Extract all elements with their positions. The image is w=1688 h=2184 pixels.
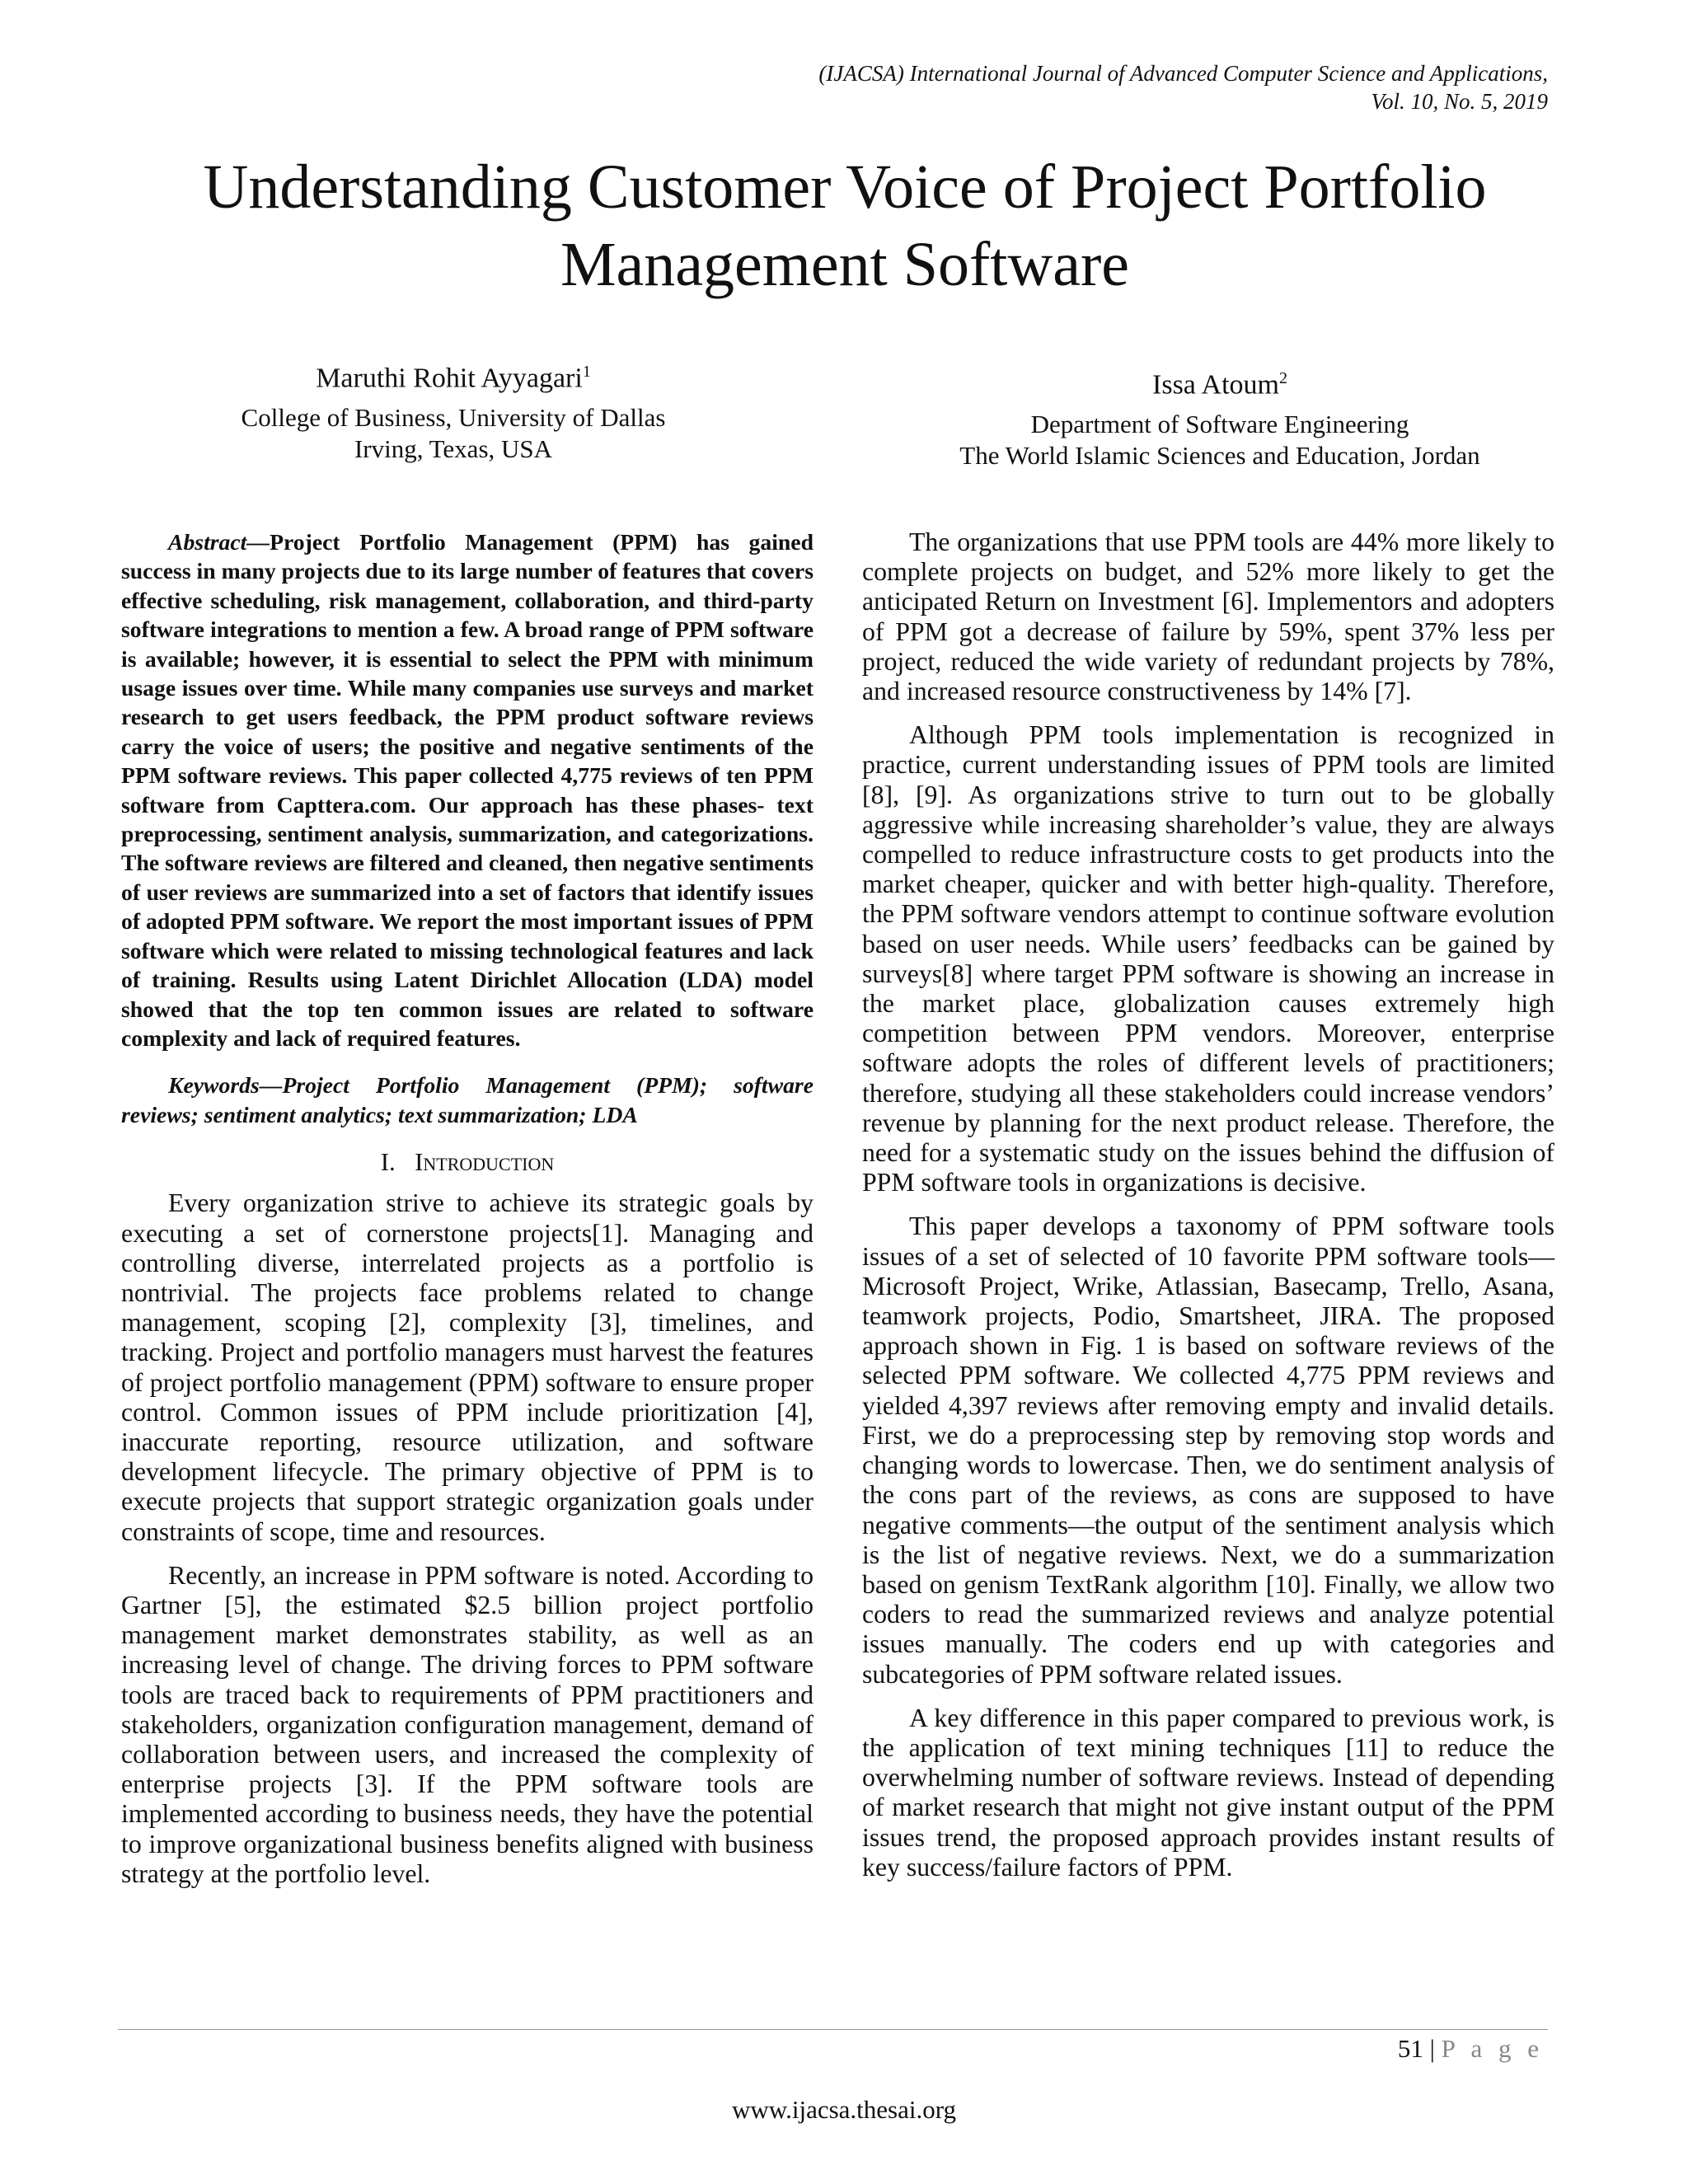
author-2	[874, 363, 1566, 471]
keywords-label: Keywords—	[168, 1072, 283, 1099]
section-number: I.	[380, 1147, 396, 1177]
right-column	[862, 527, 1554, 1896]
author-1-location: Irving, Texas, USA	[354, 434, 553, 464]
journal-name: (IJACSA) International Journal of Advanced Computer Science and Applications,	[818, 61, 1548, 86]
page-label: P a g e	[1441, 2034, 1544, 2063]
journal-volume: Vol. 10, No. 5, 2019	[1371, 89, 1548, 114]
journal-header	[818, 59, 1548, 115]
page-number	[1398, 2034, 1544, 2064]
left-paragraph-1: Every organization strive to achieve its strategic goals by executing a set of cornerstone projects[1]. Managing and controlling diverse, interrelated projects as a portfolio is nontrivial. The projects face problems related to change management, scoping [2], complexity [3], timelines, and tracking. Project and portfolio managers must harvest the features of project portfolio management (PPM) software to ensure proper control. Common issues of PPM include prioritization [4], inaccurate reporting, resource utilization, and software development lifecycle. The primary objective of PPM is to execute projects that support strategic organization goals under constraints of scope, time and resources.	[121, 1188, 814, 1546]
author-1-name-line	[165, 356, 742, 394]
section-title: Introduction	[415, 1147, 555, 1177]
title-line-2: Management Software	[560, 230, 1130, 299]
right-paragraph-1: The organizations that use PPM tools are 44% more likely to complete projects on budget, and 52% more likely to get the anticipated Return on Investment [6]. Implementors and adopters of PPM got a decrease of failure by 59%, spent 37% less per project, reduced the wide variety of redundant projects by 78%, and increased resource constructiveness by 14% [7].	[862, 527, 1554, 706]
left-paragraph-2: Recently, an increase in PPM software is noted. According to Gartner [5], the estimated $2.5 billion project portfolio management market demonstrates stability, as well as an increasing level of change. The driving forces to PPM software tools are traced back to requirements of PPM practitioners and stakeholders, organization configuration management, demand of collaboration between users, and increased the complexity of enterprise projects [3]. If the PPM software tools are implemented according to business needs, they have the potential to improve organizational business benefits aligned with business strategy at the portfolio level.	[121, 1560, 814, 1888]
author-1-affiliation: College of Business, University of Dallas	[241, 403, 666, 433]
title-line-1: Understanding Customer Voice of Project Portfolio	[203, 152, 1487, 222]
author-1-sup: 1	[582, 363, 591, 381]
right-paragraph-2: Although PPM tools implementation is recognized in practice, current understanding issues of PPM tools are limited [8], [9]. As organizations strive to turn out to be globally aggressive while increasing shareholder’s value, they are always compelled to reduce infrastructure costs to get products into the market cheaper, quicker and with better high-quality. Therefore, the PPM software vendors attempt to continue software evolution based on user needs. While users’ feedbacks can be gained by surveys[8] where target PPM software is showing an increase in the market place, globalization causes extremely high competition between PPM vendors. Moreover, enterprise software adopts the roles of different levels of practitioners; therefore, studying all these stakeholders could increase vendors’ revenue by planning for the next product release. Therefore, the need for a systematic study on the issues behind the diffusion of PPM software tools in organizations is decisive.	[862, 720, 1554, 1197]
right-paragraph-4: A key difference in this paper compared to previous work, is the application of text mining techniques [11] to reduce the overwhelming number of software reviews. Instead of depending of market research that might not give instant output of the PPM issues trend, the proposed approach provides instant results of key success/failure factors of PPM.	[862, 1703, 1554, 1882]
abstract-label: Abstract—	[168, 529, 270, 555]
footer-divider	[118, 2029, 1548, 2030]
abstract	[121, 527, 814, 1052]
keywords	[121, 1071, 814, 1129]
left-column	[121, 527, 814, 1903]
section-heading	[121, 1147, 814, 1177]
journal-website[interactable]: www.ijacsa.thesai.org	[731, 2095, 957, 2124]
paper-title	[124, 148, 1566, 303]
author-2-affiliation: Department of Software Engineering	[1030, 410, 1409, 439]
author-1-name: Maruthi Rohit Ayyagari	[316, 363, 583, 394]
author-2-location: The World Islamic Sciences and Education, Jordan	[959, 441, 1480, 471]
page-separator: |	[1429, 2034, 1435, 2063]
page-number-value: 51	[1397, 2034, 1423, 2063]
author-2-name-line	[874, 363, 1566, 401]
abstract-text: Project Portfolio Management (PPM) has gained success in many projects due to its large number of features that covers effective scheduling, risk management, collaboration, and third-party software integrations to mention a few. A broad range of PPM software is available; however, it is essential to select the PPM with minimum usage issues over time. While many companies use surveys and market research to get users feedback, the PPM product software reviews carry the voice of users; the positive and negative sentiments of the PPM software reviews. This paper collected 4,775 reviews of ten PPM software from Capttera.com. Our approach has these phases- text preprocessing, sentiment analysis, summarization, and categorizations. The software reviews are filtered and cleaned, then negative sentiments of user reviews are summarized into a set of factors that identify issues of adopted PPM software. We report the most important issues of PPM software which were related to missing technological features and lack of training. Results using Latent Dirichlet Allocation (LDA) model showed that the top ten common issues are related to software complexity and lack of required features.	[121, 529, 814, 1051]
keywords-text: Project Portfolio Management (PPM); software reviews; sentiment analytics; text summarization; LDA	[121, 1072, 814, 1127]
right-paragraph-3: This paper develops a taxonomy of PPM software tools issues of a set of selected of 10 favorite PPM software tools—Microsoft Project, Wrike, Atlassian, Basecamp, Trello, Asana, teamwork projects, Podio, Smartsheet, JIRA. The proposed approach shown in Fig. 1 is based on software reviews of the selected PPM software. We collected 4,775 PPM reviews and yielded 4,397 reviews after removing empty and invalid details. First, we do a preprocessing step by removing stop words and changing words to lowercase. Then, we do sentiment analysis of the cons part of the reviews, as cons are supposed to have negative comments—the output of the sentiment analysis which is the list of negative reviews. Next, we do a summarization based on genism TextRank algorithm [10]. Finally, we allow two coders to read the summarized reviews and analyze potential issues manually. The coders end up with categories and subcategories of PPM software related issues.	[862, 1212, 1554, 1689]
author-1	[165, 356, 742, 465]
author-2-name: Issa Atoum	[1152, 369, 1279, 401]
author-2-sup: 2	[1278, 369, 1287, 387]
